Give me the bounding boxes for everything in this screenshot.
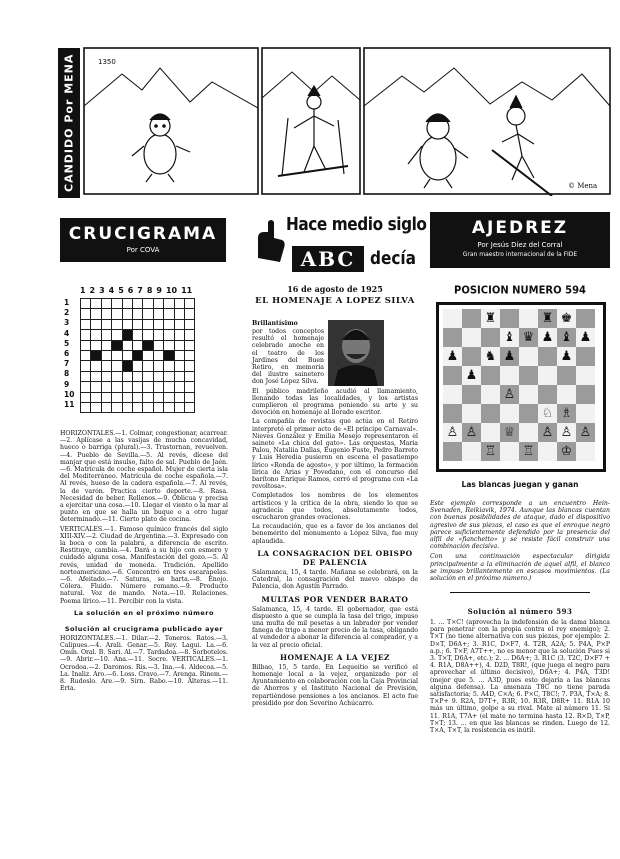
comic-character-4	[492, 96, 552, 196]
hace-p1: por todos conceptos resultó el homenaje celebrado anoche en el teatro de los Jardines del Buen Retiro, en memoria del ilustre sainetero don José López Silva.	[252, 328, 324, 386]
ajedrez-body	[430, 500, 610, 734]
abc-logo: ABC	[292, 246, 364, 272]
hace-p5: La recaudación, que es a favor de los ancianos del benemérito del monumento a López Silva, fue muy aplaudida.	[252, 523, 418, 545]
hace-p8: Bilbao, 15, 5 tarde. En Lequeitio se verificó el homenaje local a la vejez, organizado por el Ayuntamiento en colaboración con la Caja Provincial de Ahorros y el Instituto Nacional de Previsión, repartiéndose pensiones a los ancianos. El acto fue presidido por don Severino Achúcarro.	[252, 663, 418, 707]
row-number: 3	[64, 318, 70, 328]
board-caption: Las blancas juegan y ganan	[461, 480, 579, 489]
hace-heading-3: MULTAS POR VENDER BARATO	[261, 594, 409, 604]
row-number: 4	[64, 328, 70, 338]
crucigrama-author: Por COVA	[126, 246, 160, 254]
solution-text: 1. ... T×C! (aprovecha la indefensión de la dama blanca para penetrar con la propia contra el rey enemigo); 2. T×T (no tiene alternativa con sus piezas, por ejemplo: 2. D×T, D6A+; 3. R1C, D×F7, 4. T2R, A2A; 5. P4A, P×P a.p.; 6. T×F, A7T++, no es menor que la solución Pues si 3. T×T, D6A+, etc.); 2. ... D6A+; 3. R1C (3. T2C, D×F7 + 4. R1A, D8A++), 4. D2D, T8R!, (que juega el negro para aprovechar el último decisivo), D6A+; 4. P4A, T3D! (mejor que 5. ... A3D, pues esto dejaría a las blancas alguna defensa). La amenaza T8C no tiene parada satisfactoria; 5. A4D, C×A; 6. P×C, T8C!; 7. P3A, T×A; 8. T×P+ 9. R2A, D7T+, R3R, 10. R3R, D8R+ 11. R1A 10 más un último, golpe a su rival. Mate al número 11. Si 11. R1A, T7A+ (el mate no termina hasta 12. R×D, T×P, T×T; 13. ... en que las blancas se rinden. Luego de 12. T×A, T×T, la resistencia es inútil.	[430, 619, 610, 735]
ajedrez-header	[430, 212, 610, 268]
comic-signature: © Mena	[568, 182, 598, 190]
comic-tag: CANDIDO Por MENA	[58, 48, 80, 198]
comic-character-1	[132, 114, 190, 182]
divider	[450, 592, 590, 593]
pointing-hand-icon	[254, 218, 288, 266]
row-number: 9	[64, 379, 70, 389]
hace-p3: La compañía de revistas que actúa en el Retiro interpretó el primer acto de «El príncipe Carnaval». Nieves González y Emilia Mesejo representaron el sainete «La chica del gato». Las orquestas, Maria Palou, Nataliia Dallas, Eugenio Fuste, Pedro Barreto y Luis Heredia pusieron en escena el pasatiempo lírico «Ronda de agosto», y por último, la formación lírica de Arias y Povedano, con el concurso del barítono Enrique Ramos, cerró el programa con «La revoltosa».	[252, 418, 418, 491]
comic-character-3	[408, 114, 468, 188]
ajedrez-p2: Con una continuación espectacular dirigida principalmente a la eliminación de aquel alfil, el blanco se impuso brillantemente en escasos movimientos. (La solución en el próximo número.)	[430, 553, 610, 583]
hace-heading-2: LA CONSAGRACION DEL OBISPO DE PALENCIA	[257, 548, 413, 567]
row-number: 10	[64, 389, 75, 399]
hace-date: 16 de agosto de 1925	[287, 284, 383, 294]
comic-panel-3	[364, 48, 610, 194]
ajedrez-subtitle: Gran maestro internacional de la FIDE	[462, 251, 578, 258]
ajedrez-title: AJEDREZ	[471, 218, 569, 238]
position-title: POSICION NUMERO 594	[454, 284, 586, 297]
comic-character-2	[278, 86, 348, 176]
row-number: 5	[64, 338, 70, 348]
solution-title: Solución al número 593	[467, 607, 573, 617]
hace-p7: Salamanca, 15, 4 tarde. El gobernador, que está dispuesto a que se cumpla la tasa del trigo, impuso una multa de mil pesetas a un labrador por vender fanega de trigo a menor precio de la tasa, obligando al vendedor a abonar la diferencia al comprador, y a la vez al precio oficial.	[252, 605, 418, 649]
crucigrama-clues	[60, 430, 228, 693]
verticales-text: VERTICALES.—1. Famoso químico francés del siglo XIII-XIV.—2. Ciudad de Argentina.—3. Expresado con la boca o con la palabra, a diferencia de escrito. Restituye, cambia.—4. Dará a su hijo con esmero y cuidado alguna cosa. Manifestación del gozo.—5. Al revés, unidad de moneda. Tradición. Apellido norteamericano.—6. Concentró en tres escarapelas.—6. Afeitado.—7. Saturas, se harta.—8. Enojo. Cólera. Fluido. Número romano.—9. Producto natural. Voz de mando. Nota.—10. Relaciones. Poema lírico.—11. Percibir con la vista.	[60, 525, 228, 605]
hace-p6: Salamanca, 15, 4 tarde. Mañana se celebrará, en la Catedral, la consagración del nuevo obispo de Palencia, don Agustín Parrado.	[252, 568, 418, 591]
hace-heading-1: EL HOMENAJE A LOPEZ SILVA	[255, 296, 415, 306]
hace-title-1: Hace medio siglo	[286, 214, 427, 235]
crucigrama-title: CRUCIGRAMA	[68, 224, 218, 244]
hace-p4: Completados los nombres de los elementos artísticos y la crítica de la obra, siendo lo que se agradecía que todos, absolutamente todos, escucharon grandes ovaciones.	[252, 492, 418, 522]
comic-strip	[82, 46, 612, 196]
crossword-grid	[80, 298, 195, 413]
crucigrama-header	[60, 218, 226, 262]
chess-board: ♜ ♜ ♚ ♝ ♛ ♟ ♝ ♟ ♟ ♞ ♟ ♟ ♟ ♙ ♘ ♗ ♙ ♙ ♕ ♙ ♙ ♙ ♖ ♖ ♔	[443, 309, 595, 461]
row-number: 7	[64, 359, 70, 369]
hace-lead-word: Brillantísimo	[252, 320, 298, 327]
crucigrama-prev-solution: HORIZONTALES.—1. Dilar.—2. Toneros. Ratos.—3. Calipues.—4. Arali. Genar.—5. Rey. Lagui. La.—6. Omín. Oral. B. Sari. Al.—7. Tardadoa.—8. Sorbotelos.—9. Abrir.—10. Ana.—11. Socre. VERTICALES.—1. Ocrodoa.—2. Daromos. Ris.—3. Ina.—4. Aldecoa.—5. La. Inaliz. Aro.—6. Loss. Cravo.—7. Arenga. Rinem.—8. Rudeslo. Are.—9. Sirn. Rabo.—10. Alteras.—11. Erta.	[60, 634, 228, 693]
row-number: 2	[64, 308, 70, 318]
hace-body	[252, 328, 418, 707]
row-number: 1	[64, 298, 70, 307]
hace-header	[252, 212, 427, 278]
hace-lead	[252, 320, 324, 327]
horizontales-text: HORIZONTALES.—1. Colmar, congestionar, acarrear.—2. Aplícase a las vasijas de mucha concavidad, hueco o barriga (plural).—3. Trastornan, revuelven.—4. Pueblo de Sevilla.—5. Al revés, dícese del manjar que está insulso, falto de sal. Pueblo de Jaén.—6. Matrícula de coche español. Mujer de cierta isla del Mediterráneo. Matrícula de coche española.—7. Al revés, hueso de la cadera española.—7. Al revés, la de varón. Practica cierto deporte.—8. Rasa. Necesidad de beber. Rellenos.—9. Oblicua y precisa a ejercitar una cosa.—10. Llegar el viento o la mar al punto en que se halla un buque o a otro lugar determinado.—11. Cierto plato de cocina.	[60, 430, 228, 524]
crucigrama-next-solution: La solución en el próximo número	[74, 608, 214, 617]
crucigrama-prev-solution-title: Solución al crucigrama publicado ayer	[64, 624, 224, 633]
crossword-col-numbers: 1 2 3 4 5 6 7 8 9 10 11	[80, 286, 193, 295]
comic-small-number: 1350	[98, 58, 116, 66]
ajedrez-p1: Este ejemplo corresponde a un encuentro Hein-Svenaden, Reikiavik, 1974. Aunque las blancas cuentan con buenas posibilidades de ataque, dado el dispositivo agresivo de sus piezas, el caso es que el enroque negro parece suficientemente defendido por la presencia del alfil de «fianchetto» y se resiste fácil construir una combinación decisiva.	[430, 500, 610, 551]
row-number: 6	[64, 349, 70, 359]
ajedrez-author: Por Jesús Díez del Corral	[477, 241, 563, 249]
comic-panel-1	[84, 48, 258, 194]
row-number: 11	[64, 400, 75, 410]
row-number: 8	[64, 369, 70, 379]
crossword-row-numbers	[64, 298, 78, 410]
chess-board-frame	[436, 302, 606, 472]
hace-p2: El público madrileño acudió al llamamiento, llenando todas las localidades, y los artistas cumplieron el programa poniendo su arte y su devoción en homenaje al llorado escritor.	[252, 387, 418, 417]
hace-heading-4: HOMENAJE A LA VEJEZ	[279, 652, 391, 662]
hace-title-2: decía	[370, 248, 416, 269]
